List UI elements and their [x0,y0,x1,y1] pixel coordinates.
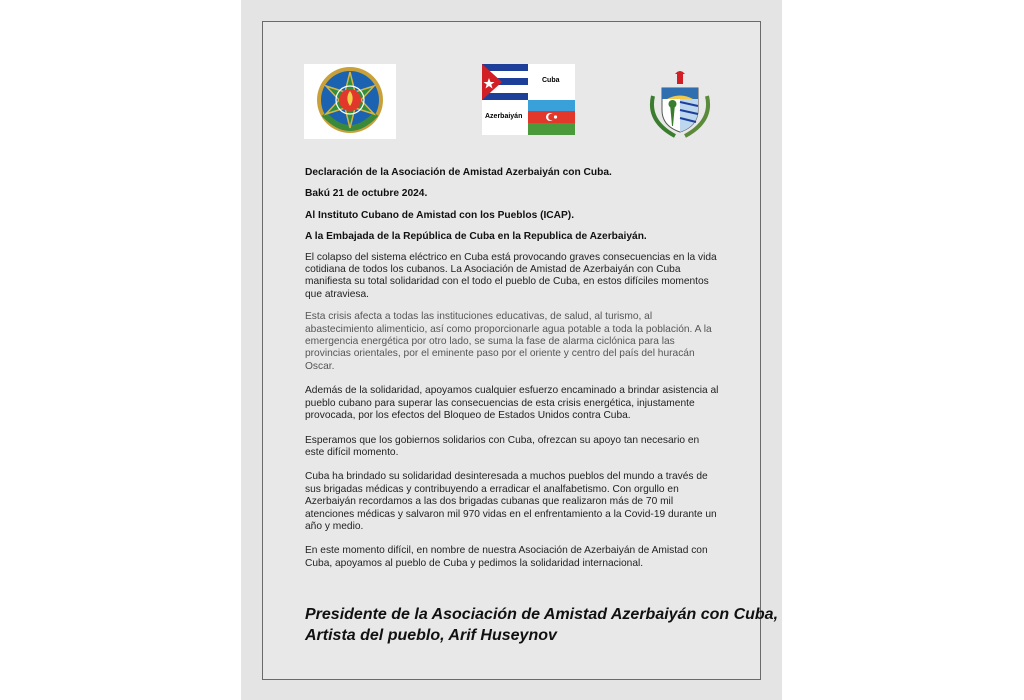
paragraph: Cuba ha brindado su solidaridad desinteresada a muchos pueblos del mundo a través de sus brigadas médicas y contribuyendo a erradicar el analfabetismo. Con orgullo en Azerbaiyán recordamos a las dos brigadas cubanas que realizaron más de 70 mil atenciones médicas y salvaron mil 970 vidas en el enfrentamiento a la Covid-19 durante un año y medio. [305,471,717,532]
cuba-flag-icon [482,64,528,100]
paragraph: Esta crisis afecta a todas las instituciones educativas, de salud, al turismo, al abastecimiento alimenticio, así como proporcionarle agua potable a toda la población. A la emergencia energética por otro lado, se suma la fase de alarma ciclónica para las provincias orientales, por el eminente paso por el oriente y centro del país del huracán Oscar. [305,311,712,372]
flags-logo [482,64,575,135]
paragraph: El colapso del sistema eléctrico en Cuba está provocando graves consecuencias en la vida cotidiana de todos los cubanos. La Asociación de Amistad de Azerbaiyán con Cuba manifiesta su total solidaridad con el todo el pueblo de Cuba, en estos difíciles momentos que atraviesa. [305,251,717,300]
paragraph: Esperamos que los gobiernos solidarios con Cuba, ofrezcan su apoyo tan necesario en este difícil momento. [305,434,700,458]
letter-body [305,167,720,582]
signature-name: Artista del pueblo, Arif Huseynov [305,627,557,644]
letter-title: Declaración de la Asociación de Amistad Azerbaiyán con Cuba. [305,167,612,178]
recipient-icap: Al Instituto Cubano de Amistad con los Pueblos (ICAP). [305,209,575,221]
association-emblem-icon [304,64,396,139]
cuba-label: Cuba [542,77,560,84]
letter-date: Bakú 21 de octubre 2024. [305,188,428,200]
azerbaijan-label: Azerbaiyán [485,113,523,120]
recipient-embassy: A la Embajada de la República de Cuba en la Republica de Azerbaiyán. [305,231,647,243]
azerbaijan-flag-icon [528,100,575,135]
signature-title: Presidente de la Asociación de Amistad Azerbaiyán con Cuba, [305,606,779,623]
paragraph: Además de la solidaridad, apoyamos cualquier esfuerzo encaminado a brindar asistencia al pueblo cubano para superar las consecuencias de esta crisis energética, injustamente provocada, por los efectos del Bloqueo de Estados Unidos contra Cuba. [305,385,719,422]
cuba-coat-of-arms-icon [645,66,715,140]
paragraph: En este momento difícil, en nombre de nuestra Asociación de Azerbaiyán de Amistad con Cuba, apoyamos al pueblo de Cuba y pedimos la solidaridad internacional. [305,545,708,569]
